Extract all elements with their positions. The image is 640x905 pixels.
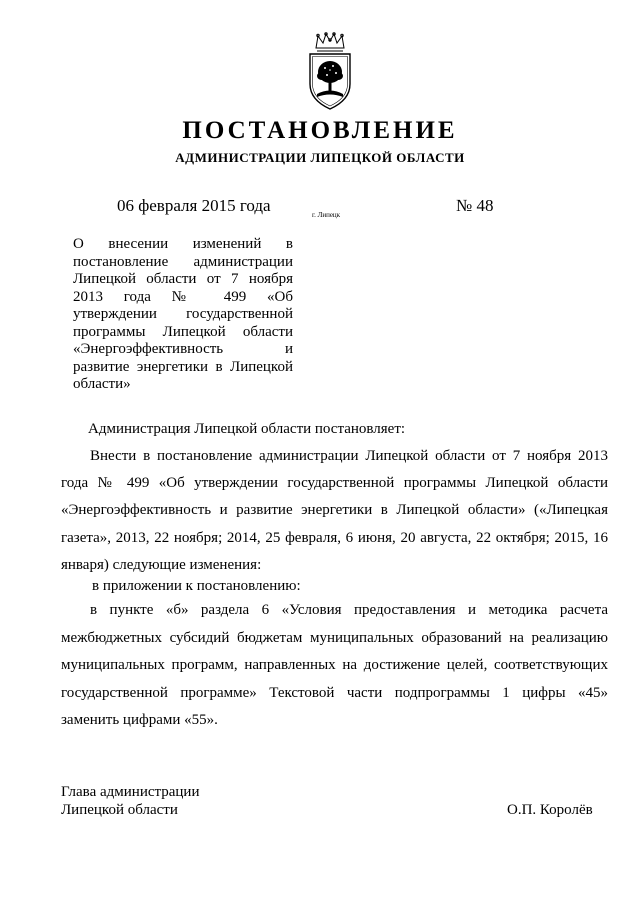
document-subject: О внесении изменений в постановление администрации Липецкой области от 7 ноября 2013 года № 499 «Об утверждении государственной программы Липецкой области «Энергоэффективность и развитие энергетики в Липецкой области»: [73, 236, 293, 392]
document-number: № 48: [456, 196, 494, 215]
body-paragraph-4: в пункте «б» раздела 6 «Условия предоставления и методика расчета межбюджетных субсидий бюджетам муниципальных образований на реализацию муниципальных программ, направленных на достижение целей, соответствующих государственной программе» Текстовой части подпрограммы 1 цифры «45» заменить цифрами «55».: [61, 602, 608, 728]
body-paragraph-3: в приложении к постановлению:: [92, 578, 301, 594]
signature-name: О.П. Королёв: [507, 802, 593, 818]
signature-title: [61, 783, 199, 819]
document-city: г. Липецк: [312, 211, 341, 219]
signature-title-line-2: Липецкой области: [61, 802, 178, 818]
body-paragraph-2: Внести в постановление администрации Липецкой области от 7 ноября 2013 года № 499 «Об утверждении государственной программы Липецкой области «Энергоэффективность и развитие энергетики в Липецкой области» («Липецкая газета», 2013, 22 ноября; 2014, 25 февраля, 6 июня, 20 августа, 22 октября; 2015, 16 января) следующие изменения:: [61, 448, 608, 573]
document-subtitle: АДМИНИСТРАЦИИ ЛИПЕЦКОЙ ОБЛАСТИ: [175, 150, 465, 165]
document-date: 06 февраля 2015 года: [117, 196, 271, 215]
coat-of-arms-emblem: [300, 32, 360, 112]
document-title: ПОСТАНОВЛЕНИЕ: [182, 117, 458, 144]
signature-title-line-1: Глава администрации: [61, 784, 200, 800]
body-paragraph-1: Администрация Липецкой области постановляет:: [88, 421, 406, 437]
